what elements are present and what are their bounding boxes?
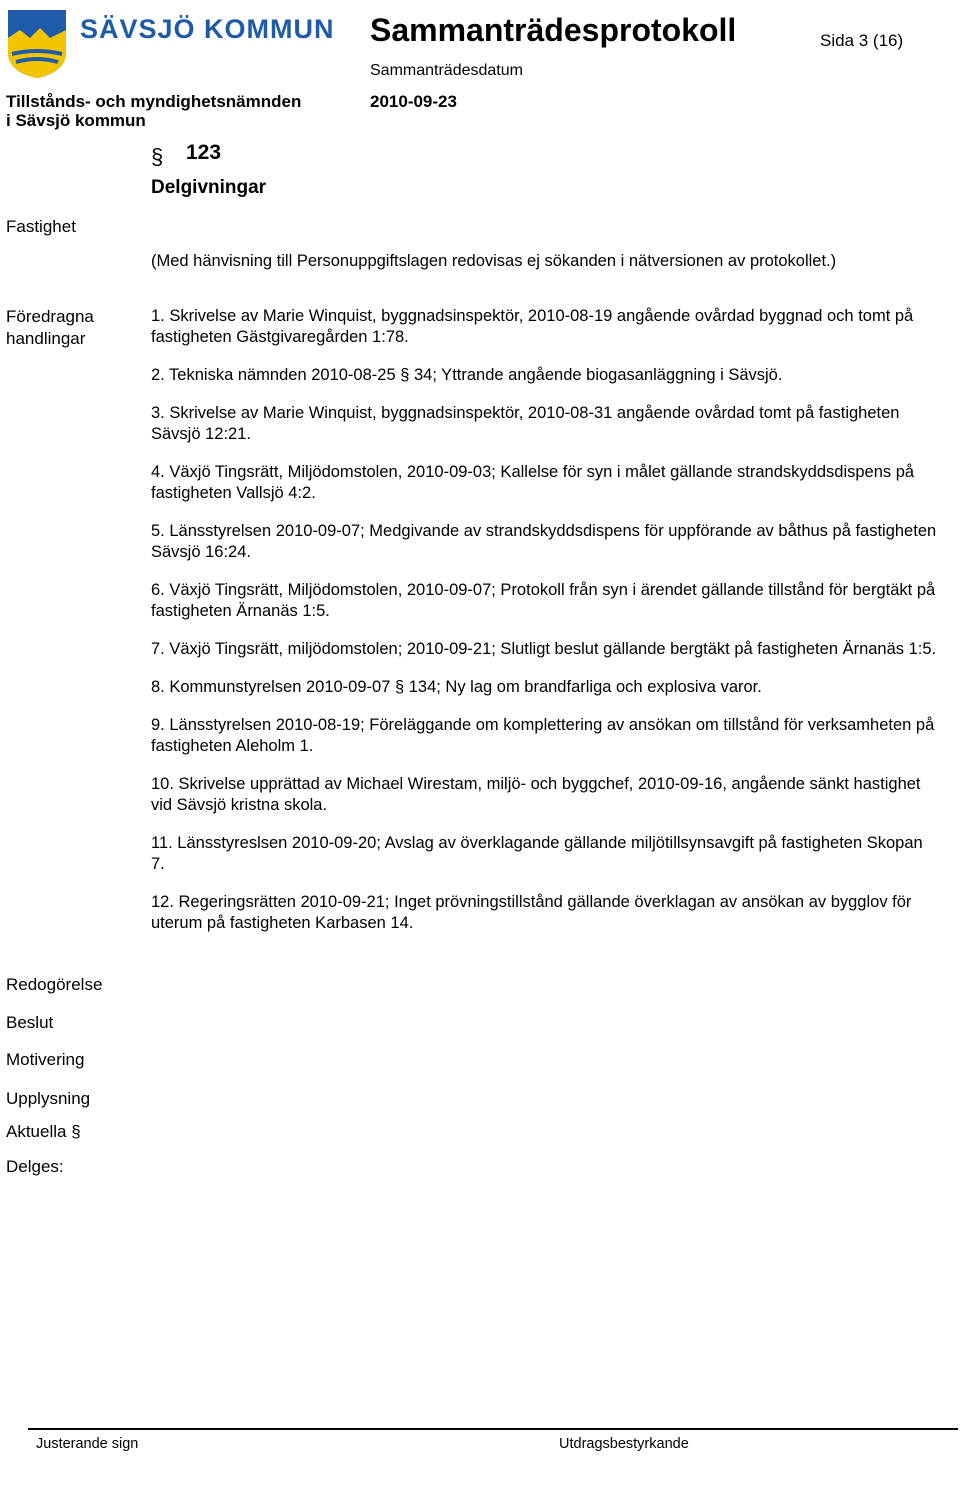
kommun-logo xyxy=(6,8,68,80)
list-item: 6. Växjö Tingsrätt, Miljödomstolen, 2010-09-07; Protokoll från syn i ärendet gällande tillstånd för bergtäkt på fastigheten Ärnanäs 1:5. xyxy=(151,581,936,620)
list-item: 9. Länsstyrelsen 2010-08-19; Föreläggande om komplettering av ansökan om tillstånd för verksamheten på fastigheten Aleholm 1. xyxy=(151,716,935,755)
list-item: 10. Skrivelse upprättad av Michael Wirestam, miljö- och byggchef, 2010-09-16, angående sänkt hastighet vid Sävsjö kristna skola. xyxy=(151,775,921,814)
list-item: 4. Växjö Tingsrätt, Miljödomstolen, 2010-09-03; Kallelse för syn i målet gällande strandskyddsdispens på fastigheten Vallsjö 4:2. xyxy=(151,463,915,502)
list-item: 7. Växjö Tingsrätt, miljödomstolen; 2010-09-21; Slutligt beslut gällande bergtäkt på fastigheten Ärnanäs 1:5. xyxy=(151,640,937,658)
label-handlingar: handlingar xyxy=(6,329,86,348)
label-aktuella: Aktuella § xyxy=(6,1122,81,1141)
page-number: Sida 3 (16) xyxy=(820,31,904,50)
meeting-date: 2010-09-23 xyxy=(370,92,457,111)
paragraph-symbol: § xyxy=(151,144,164,169)
organization-municipality: i Sävsjö kommun xyxy=(6,111,146,130)
footer-divider xyxy=(28,1428,958,1430)
date-label: Sammanträdesdatum xyxy=(370,62,523,79)
list-item: 11. Länsstyreslsen 2010-09-20; Avslag av överklagande gällande miljötillsynsavgift på fastigheten Skopan 7. xyxy=(151,834,923,873)
list-item: 3. Skrivelse av Marie Winquist, byggnadsinspektör, 2010-08-31 angående ovårdad tomt på fastigheten Sävsjö 12:21. xyxy=(151,404,900,443)
kommun-name: SÄVSJÖ KOMMUN xyxy=(80,14,335,44)
list-item: 1. Skrivelse av Marie Winquist, byggnadsinspektör, 2010-08-19 angående ovårdad byggnad och tomt på fastigheten Gästgivaregården 1:78. xyxy=(151,307,914,346)
label-beslut: Beslut xyxy=(6,1013,54,1032)
label-fastighet: Fastighet xyxy=(6,217,76,236)
label-foredragna: Föredragna xyxy=(6,307,94,326)
document-list xyxy=(151,306,941,951)
footer-utdragsbestyrkande: Utdragsbestyrkande xyxy=(559,1436,689,1452)
organization-name: Tillstånds- och myndighetsnämnden xyxy=(6,92,302,111)
label-upplysning: Upplysning xyxy=(6,1089,91,1108)
label-motivering: Motivering xyxy=(6,1050,85,1069)
paragraph-number: 123 xyxy=(186,141,222,164)
label-redogorelse: Redogörelse xyxy=(6,975,103,994)
privacy-note: (Med hänvisning till Personuppgiftslagen redovisas ej sökanden i nätversionen av protokollet.) xyxy=(151,252,837,270)
footer-justerande-sign: Justerande sign xyxy=(36,1436,139,1452)
list-item: 5. Länsstyrelsen 2010-09-07; Medgivande av strandskyddsdispens för uppförande av båthus på fastigheten Sävsjö 16:24. xyxy=(151,522,937,561)
section-title: Delgivningar xyxy=(151,177,267,198)
list-item: 12. Regeringsrätten 2010-09-21; Inget prövningstillstånd gällande överklagan av ansökan av bygglov för uterum på fastigheten Karbasen 14. xyxy=(151,893,912,932)
document-title: Sammanträdesprotokoll xyxy=(370,12,737,48)
label-delges: Delges: xyxy=(6,1157,64,1176)
list-item: 8. Kommunstyrelsen 2010-09-07 § 134; Ny lag om brandfarliga och explosiva varor. xyxy=(151,678,762,696)
list-item: 2. Tekniska nämnden 2010-08-25 § 34; Yttrande angående biogasanläggning i Sävsjö. xyxy=(151,366,783,384)
